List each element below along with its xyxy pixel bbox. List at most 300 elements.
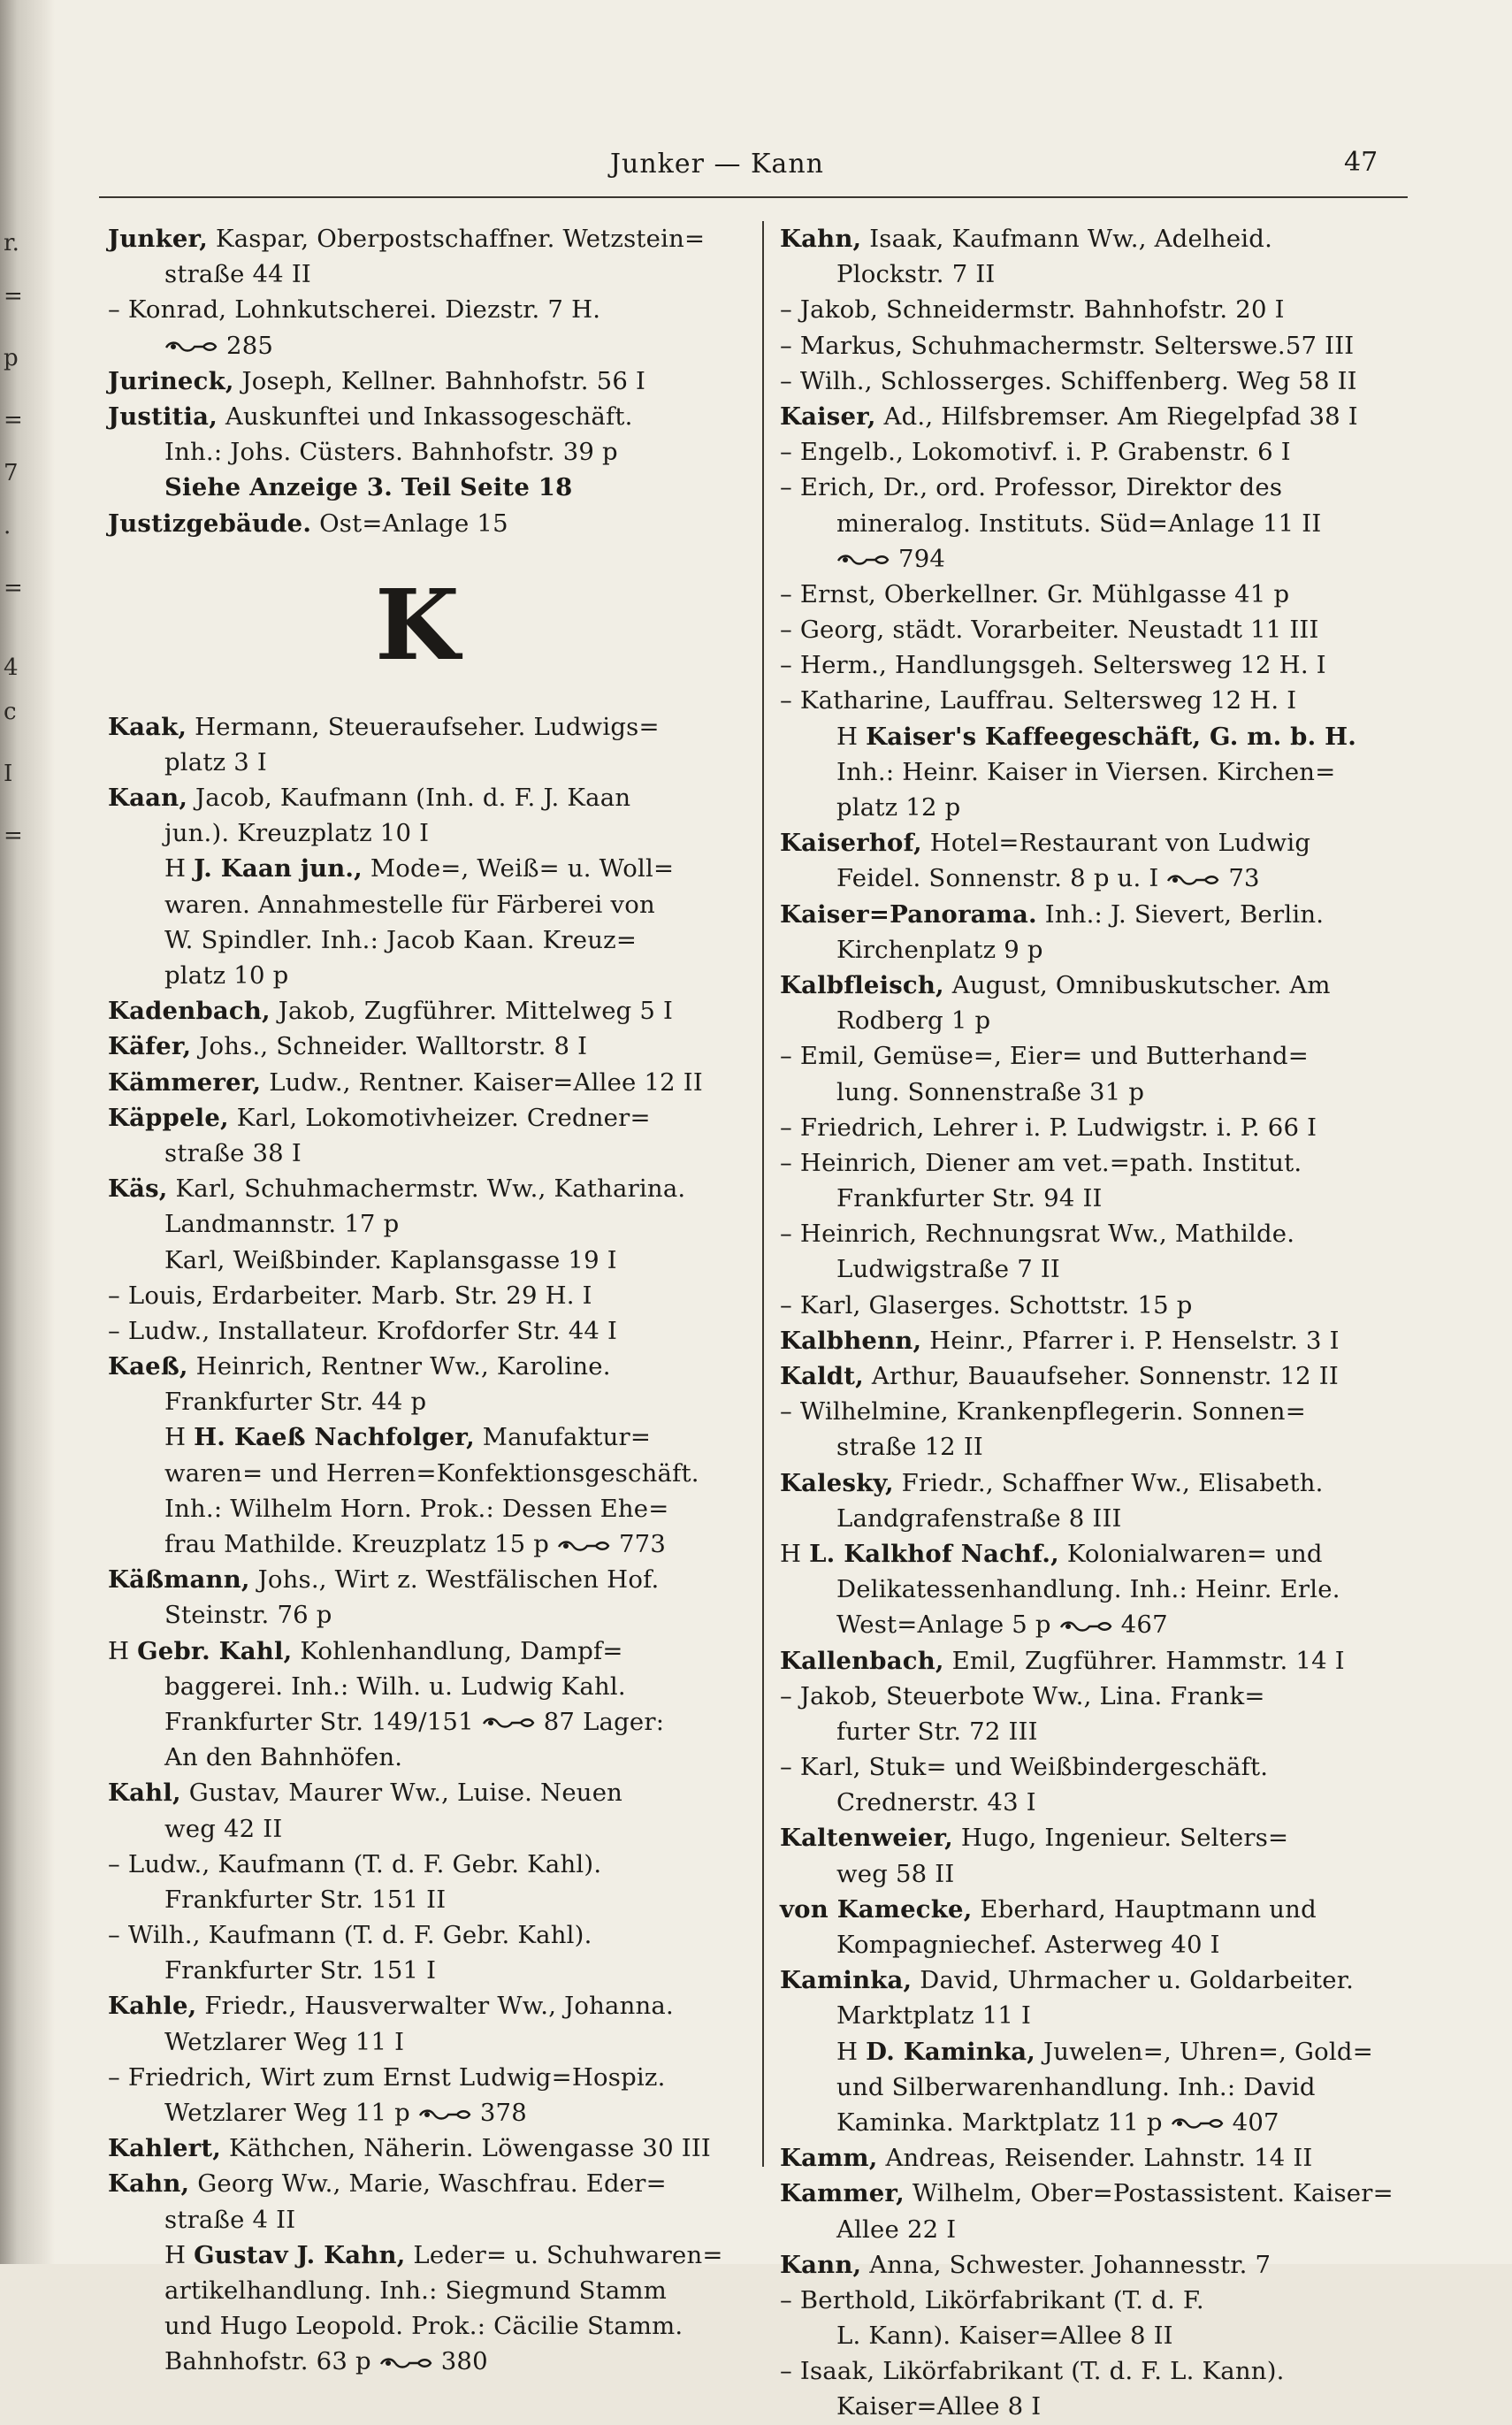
directory-entry [780, 968, 1401, 1003]
entry-text: – Konrad, Lohnkutscherei. Diezstr. 7 H. [108, 295, 601, 325]
entry-continuation [780, 790, 1401, 825]
margin-glyph: = [4, 822, 23, 849]
directory-entry [780, 1358, 1401, 1394]
entry-continuation [108, 922, 727, 958]
directory-subentry [780, 470, 1401, 505]
entry-text: Ad., Hilfsbremser. Am Riegelpfad 38 I [875, 402, 1358, 431]
entry-text: Eberhard, Hauptmann und [972, 1894, 1317, 1924]
entry-text: lung. Sonnenstraße 31 p [836, 1077, 1145, 1106]
entry-text: 467 [1120, 1610, 1168, 1640]
entry-continuation [780, 1856, 1401, 1892]
directory-entry [780, 1820, 1401, 1855]
entry-text: Karl, Schuhmachermstr. Ww., Katharina. [167, 1174, 686, 1204]
entry-continuation [108, 1206, 727, 1242]
entry-text: David, Uhrmacher u. Goldarbeiter. [912, 1966, 1355, 1995]
address-text: Kaminka. Marktplatz 11 p [836, 2108, 1171, 2137]
entry-text: Ludw., Rentner. Kaiser=Allee 12 II [261, 1067, 703, 1097]
entry-name: Kalesky, [780, 1468, 894, 1497]
directory-entry [108, 709, 727, 745]
entry-text: Gustav, Maurer Ww., Luise. Neuen [180, 1779, 623, 1808]
entry-text: – Karl, Glaserges. Schottstr. 15 p [780, 1290, 1193, 1320]
entry-text: straße 4 II [164, 2205, 296, 2234]
entry-continuation [108, 256, 727, 292]
entry-text: Isaak, Kaufmann Ww., Adelheid. [861, 225, 1273, 253]
directory-subentry [780, 1288, 1401, 1323]
telephone-icon [418, 2108, 471, 2122]
entry-text: – Friedrich, Wirt zum Ernst Ludwig=Hospiz. [108, 2062, 666, 2092]
entry-text: Delikatessenhandlung. Inh.: Heinr. Erle. [836, 1575, 1340, 1604]
directory-subentry [108, 1278, 727, 1313]
entry-continuation [108, 1882, 727, 1917]
entry-name: Gustav J. Kahn, [194, 2240, 406, 2269]
entry-continuation [108, 1597, 727, 1633]
directory-entry [780, 897, 1401, 932]
entry-text: Kirchenplatz 9 p [836, 935, 1043, 964]
entry-text: – Jakob, Schneidermstr. Bahnhofstr. 20 I [780, 295, 1285, 325]
entry-text: – Markus, Schuhmachermstr. Selterswe.57 III [780, 331, 1355, 360]
entry-name: Kahn, [108, 2169, 190, 2199]
directory-entry [780, 2176, 1401, 2211]
entry-text: Hermann, Steueraufseher. Ludwigs= [187, 712, 660, 741]
directory-entry [780, 1465, 1401, 1501]
entry-name: Junker, [108, 225, 209, 253]
entry-text: Plockstr. 7 II [836, 260, 996, 289]
entry-text: Kaiser=Allee 8 I [836, 2392, 1042, 2421]
entry-text: furter Str. 72 III [836, 1717, 1038, 1746]
entry-text: H [780, 1539, 810, 1568]
entry-name: Käppele, [108, 1103, 229, 1132]
entry-name: Kahlert, [108, 2134, 222, 2163]
entry-name: Justizgebäude. [108, 509, 312, 538]
entry-continuation [108, 2024, 727, 2060]
entry-continuation [108, 958, 727, 993]
entry-text: weg 42 II [164, 1814, 283, 1843]
entry-continuation [780, 1572, 1401, 1607]
page-header [0, 143, 1512, 196]
entry-continuation [780, 2212, 1401, 2247]
directory-subentry [108, 1847, 727, 1882]
directory-subentry [780, 1394, 1401, 1429]
margin-glyph: 4 [4, 654, 19, 681]
entry-name: Kahle, [108, 1992, 197, 2021]
directory-entry [108, 993, 727, 1029]
entry-text: – Wilh., Kaufmann (T. d. F. Gebr. Kahl). [108, 1921, 592, 1950]
entry-continuation [780, 2034, 1401, 2069]
telephone-icon [482, 1716, 535, 1730]
margin-glyph: I [4, 761, 13, 787]
entry-continuation [108, 2095, 727, 2130]
entry-continuation [108, 851, 727, 886]
entry-text: Landmannstr. 17 p [164, 1210, 400, 1239]
entry-continuation [780, 2105, 1401, 2140]
directory-entry [108, 1775, 727, 1810]
entry-text: 285 [226, 331, 274, 360]
entry-name: Käs, [108, 1174, 168, 1204]
entry-text: – Berthold, Likörfabrikant (T. d. F. [780, 2285, 1204, 2314]
directory-entry [108, 1988, 727, 2023]
entry-text: Heinr., Pfarrer i. P. Henselstr. 3 I [921, 1326, 1340, 1355]
directory-subentry [780, 577, 1401, 612]
address-text: Bahnhofstr. 63 p [164, 2347, 379, 2376]
entry-text: Frankfurter Str. 151 II [164, 1885, 447, 1914]
directory-subentry [780, 2283, 1401, 2318]
entry-text: Wetzlarer Weg 11 I [164, 2027, 405, 2056]
running-title: Junker — Kann [610, 149, 824, 180]
directory-entry [780, 1323, 1401, 1358]
directory-subentry [780, 1145, 1401, 1181]
entry-continuation [108, 1669, 727, 1704]
entry-text: Frankfurter Str. 151 I [164, 1956, 437, 1985]
entry-text: – Louis, Erdarbeiter. Marb. Str. 29 H. I [108, 1281, 592, 1310]
entry-text: – Wilhelmine, Krankenpflegerin. Sonnen= [780, 1397, 1306, 1427]
entry-text: – Katharine, Lauffrau. Seltersweg 12 H. I [780, 686, 1297, 715]
directory-subentry [108, 292, 727, 327]
entry-continuation [108, 2273, 727, 2308]
entry-continuation [780, 1429, 1401, 1465]
entry-continuation [108, 1526, 727, 1562]
directory-entry [108, 1171, 727, 1206]
entry-name: Kaeß, [108, 1352, 188, 1381]
entry-text: Allee 22 I [836, 2215, 957, 2244]
directory-entry [108, 1029, 727, 1064]
directory-subentry [780, 647, 1401, 683]
entry-continuation [108, 2238, 727, 2273]
entry-text: Frankfurter Str. 44 p [164, 1388, 427, 1417]
entry-text: Anna, Schwester. Johannesstr. 7 [861, 2250, 1271, 2279]
entry-continuation [780, 1607, 1401, 1642]
entry-name: Kahl, [108, 1779, 181, 1808]
margin-glyph: r. [4, 230, 19, 256]
entry-text: weg 58 II [836, 1859, 955, 1888]
entry-text: Inh.: Wilhelm Horn. Prok.: Dessen Ehe= [164, 1494, 669, 1523]
telephone-icon [164, 340, 218, 354]
entry-continuation [108, 2202, 727, 2238]
entry-text: – Friedrich, Lehrer i. P. Ludwigstr. i. P. 66 I [780, 1113, 1317, 1142]
entry-text: H [164, 2240, 195, 2269]
margin-glyph: = [4, 283, 23, 310]
entry-text: 773 [618, 1530, 667, 1558]
entry-continuation [780, 2318, 1401, 2353]
entry-continuation [780, 1927, 1401, 1962]
directory-subentry [780, 292, 1401, 327]
entry-continuation [108, 1136, 727, 1171]
entry-name: Kämmerer, [108, 1067, 262, 1097]
entry-text: – Emil, Gemüse=, Eier= und Butterhand= [780, 1042, 1310, 1071]
entry-name: Siehe Anzeige 3. Teil Seite 18 [164, 473, 573, 502]
entry-continuation [780, 1251, 1401, 1287]
entry-continuation [108, 1243, 727, 1278]
column-divider [762, 221, 764, 2167]
directory-entry [780, 1962, 1401, 1998]
entry-continuation [108, 1704, 727, 1740]
entry-name: Jurineck, [108, 366, 234, 395]
entry-continuation [108, 1419, 727, 1455]
entry-text: Inh.: Heinr. Kaiser in Viersen. Kirchen= [836, 757, 1336, 786]
entry-text: Inh.: J. Sievert, Berlin. [1036, 899, 1325, 929]
entry-text: Inh.: Johs. Cüsters. Bahnhofstr. 39 p [164, 438, 618, 467]
directory-subentry [780, 328, 1401, 363]
entry-text: Kolonialwaren= und [1058, 1539, 1323, 1568]
entry-continuation [108, 1953, 727, 1988]
entry-text: Kompagniechef. Asterweg 40 I [836, 1931, 1220, 1959]
entry-name: Gebr. Kahl, [137, 1636, 293, 1665]
directory-entry [780, 2247, 1401, 2283]
directory-subentry [780, 1110, 1401, 1145]
entry-continuation [108, 1740, 727, 1775]
entry-text: Leder= u. Schuhwaren= [405, 2240, 723, 2269]
section-letter [108, 541, 727, 709]
entry-text: Friedr., Hausverwalter Ww., Johanna. [196, 1992, 674, 2021]
directory-entry [108, 399, 727, 434]
directory-subentry [780, 1038, 1401, 1074]
entry-continuation [108, 1491, 727, 1526]
entry-continuation [780, 2389, 1401, 2424]
entry-text: Johs., Wirt z. Westfälischen Hof. [249, 1565, 660, 1595]
entry-text: – Ernst, Oberkellner. Gr. Mühlgasse 41 p [780, 579, 1290, 608]
entry-name: Kaiser=Panorama. [780, 899, 1037, 929]
address-text: Wetzlarer Weg 11 p [164, 2099, 418, 2127]
entry-text: baggerei. Inh.: Wilh. u. Ludwig Kahl. [164, 1671, 626, 1701]
directory-subentry [108, 2060, 727, 2095]
entry-name: Kaltenweier, [780, 1824, 953, 1853]
entry-name: Kaak, [108, 712, 187, 741]
entry-continuation [780, 719, 1401, 754]
entry-text: Arthur, Bauaufseher. Sonnenstr. 12 II [863, 1362, 1339, 1390]
entry-text: Manufaktur= [474, 1423, 652, 1452]
entry-continuation [780, 1003, 1401, 1038]
entry-continuation [780, 1075, 1401, 1110]
entry-text: – Heinrich, Diener am vet.=path. Institut. [780, 1148, 1302, 1177]
directory-subentry [780, 1216, 1401, 1251]
entry-text: 378 [479, 2099, 527, 2127]
entry-text: H [108, 1636, 138, 1665]
directory-subentry [108, 1917, 727, 1953]
entry-text: – Ludw., Installateur. Krofdorfer Str. 44 I [108, 1316, 618, 1345]
telephone-icon [1059, 1619, 1112, 1633]
entry-text: H [164, 1423, 195, 1452]
entry-continuation [108, 328, 727, 363]
entry-text: Marktplatz 11 I [836, 2001, 1032, 2031]
entry-text: Käthchen, Näherin. Löwengasse 30 III [221, 2134, 711, 2163]
entry-text: Jakob, Zugführer. Mittelweg 5 I [270, 997, 674, 1026]
header-rule [99, 196, 1408, 198]
entry-text: Frankfurter Str. 94 II [836, 1184, 1103, 1213]
entry-continuation [780, 506, 1401, 541]
entry-text: 794 [898, 544, 946, 573]
entry-text: – Jakob, Steuerbote Ww., Lina. Frank= [780, 1681, 1265, 1710]
entry-continuation [780, 754, 1401, 790]
directory-entry [780, 825, 1401, 861]
directory-subentry [780, 434, 1401, 470]
entry-name: Kaminka, [780, 1966, 913, 1995]
directory-entry [780, 1892, 1401, 1927]
entry-text: Hugo, Ingenieur. Selters= [952, 1824, 1289, 1853]
entry-text: An den Bahnhöfen. [164, 1743, 403, 1772]
entry-text: – Herm., Handlungsgeh. Seltersweg 12 H. I [780, 651, 1326, 680]
entry-text: Wilhelm, Ober=Postassistent. Kaiser= [904, 2179, 1394, 2208]
directory-subentry [780, 2353, 1401, 2389]
directory-subentry [780, 683, 1401, 718]
entry-name: Kaiserhof, [780, 829, 922, 858]
entry-name: Käßmann, [108, 1565, 250, 1595]
entry-text: Steinstr. 76 p [164, 1601, 332, 1630]
entry-text: platz 10 p [164, 961, 289, 990]
entry-text: straße 38 I [164, 1138, 302, 1167]
entry-text: Heinrich, Rentner Ww., Karoline. [187, 1352, 611, 1381]
entry-name: Kann, [780, 2250, 862, 2279]
entry-name: Kalbfleisch, [780, 970, 944, 999]
directory-entry [780, 2140, 1401, 2176]
entry-text: August, Omnibuskutscher. Am [943, 970, 1331, 999]
directory-entry [108, 506, 727, 541]
entry-text: straße 44 II [164, 260, 311, 289]
entry-text: Ost=Anlage 15 [311, 509, 508, 538]
entry-text: mineralog. Instituts. Süd=Anlage 11 II [836, 509, 1322, 538]
entry-name: Kaiser, [780, 402, 876, 431]
margin-glyph: . [4, 513, 11, 539]
entry-continuation [108, 2344, 727, 2379]
entry-text: Ludwigstraße 7 II [836, 1255, 1060, 1284]
entry-text: L. Kann). Kaiser=Allee 8 II [836, 2322, 1173, 2351]
entry-text: – Ludw., Kaufmann (T. d. F. Gebr. Kahl). [108, 1849, 602, 1878]
entry-continuation [108, 815, 727, 851]
telephone-icon [379, 2356, 432, 2370]
entry-continuation [108, 1384, 727, 1419]
margin-glyph: = [4, 575, 23, 601]
directory-entry [108, 2130, 727, 2166]
entry-text: waren. Annahmestelle für Färberei von [164, 890, 655, 919]
entry-text: Kaspar, Oberpostschaffner. Wetzstein= [208, 225, 706, 253]
entry-text: waren= und Herren=Konfektionsgeschäft. [164, 1458, 699, 1488]
address-text: frau Mathilde. Kreuzplatz 15 p [164, 1530, 557, 1558]
entry-name: Kaiser's Kaffeegeschäft, G. m. b. H. [866, 722, 1357, 751]
entry-text: Karl, Weißbinder. Kaplansgasse 19 I [164, 1245, 617, 1274]
directory-entry [108, 1349, 727, 1384]
entry-name: Kallenbach, [780, 1646, 944, 1675]
telephone-icon [1171, 2116, 1224, 2130]
entry-text: – Georg, städt. Vorarbeiter. Neustadt 11 III [780, 616, 1319, 645]
margin-glyph: p [4, 345, 19, 371]
entry-text: Jacob, Kaufmann (Inh. d. F. J. Kaan [187, 784, 631, 813]
left-column [108, 221, 727, 2380]
entry-text: W. Spindler. Inh.: Jacob Kaan. Kreuz= [164, 925, 638, 954]
entry-name: Justitia, [108, 402, 218, 431]
previous-page-edge [0, 0, 55, 2264]
entry-continuation [780, 2069, 1401, 2105]
entry-text: – Heinrich, Rechnungsrat Ww., Mathilde. [780, 1220, 1295, 1249]
entry-name: Kalbhenn, [780, 1326, 922, 1355]
entry-text: Mode=, Weiß= u. Woll= [362, 854, 675, 884]
entry-name: Kaldt, [780, 1362, 864, 1390]
directory-subentry [780, 612, 1401, 647]
entry-name: von Kamecke, [780, 1894, 973, 1924]
entry-text: Johs., Schneider. Walltorstr. 8 I [191, 1032, 588, 1061]
directory-entry [108, 1562, 727, 1597]
directory-entry [108, 363, 727, 399]
entry-text: Andreas, Reisender. Lahnstr. 14 II [877, 2144, 1313, 2173]
right-column [780, 221, 1401, 2425]
entry-text: platz 3 I [164, 747, 267, 776]
entry-continuation [780, 256, 1401, 292]
entry-name: D. Kaminka, [866, 2037, 1036, 2066]
entry-name: Kamm, [780, 2144, 878, 2173]
telephone-icon [836, 553, 890, 567]
directory-entry [108, 1065, 727, 1100]
directory-entry [108, 1633, 727, 1669]
address-text: Frankfurter Str. 149/151 [164, 1707, 482, 1736]
entry-continuation [108, 470, 727, 505]
entry-text: platz 12 p [836, 793, 961, 822]
entry-text: H [164, 854, 195, 884]
entry-name: Kadenbach, [108, 997, 271, 1026]
entry-continuation [780, 1998, 1401, 2033]
directory-subentry [780, 363, 1401, 399]
entry-text: 73 [1228, 864, 1260, 893]
entry-text: – Erich, Dr., ord. Professor, Direktor des [780, 473, 1283, 502]
directory-entry [108, 2166, 727, 2201]
entry-text: Emil, Zugführer. Hammstr. 14 I [943, 1646, 1345, 1675]
entry-text: Rodberg 1 p [836, 1006, 991, 1036]
address-text: West=Anlage 5 p [836, 1610, 1059, 1640]
entry-text: jun.). Kreuzplatz 10 I [164, 819, 430, 848]
entry-text: und Hugo Leopold. Prok.: Cäcilie Stamm. [164, 2312, 683, 2341]
page-number: 47 [1344, 147, 1378, 178]
entry-text: Landgrafenstraße 8 III [836, 1503, 1122, 1533]
entry-text: Hotel=Restaurant von Ludwig [921, 829, 1311, 858]
directory-subentry [108, 1313, 727, 1349]
entry-text: H [836, 722, 867, 751]
directory-entry [108, 780, 727, 815]
entry-continuation [780, 932, 1401, 968]
entry-continuation [108, 745, 727, 780]
entry-text: – Wilh., Schlosserges. Schiffenberg. Weg 58 II [780, 366, 1357, 395]
entry-text: H [836, 2037, 867, 2066]
entry-name: L. Kalkhof Nachf., [809, 1539, 1059, 1568]
entry-text: – Karl, Stuk= und Weißbindergeschäft. [780, 1753, 1269, 1782]
directory-entry [780, 1643, 1401, 1679]
entry-continuation [780, 861, 1401, 896]
entry-continuation [108, 434, 727, 470]
entry-continuation [108, 1456, 727, 1491]
entry-text: 407 [1232, 2108, 1279, 2137]
telephone-icon [557, 1539, 610, 1553]
entry-text: Joseph, Kellner. Bahnhofstr. 56 I [233, 366, 646, 395]
margin-glyph: 7 [4, 460, 19, 486]
directory-entry [780, 1536, 1401, 1572]
entry-text: 87 Lager: [543, 1707, 665, 1736]
entry-text: Friedr., Schaffner Ww., Elisabeth. [893, 1468, 1324, 1497]
directory-entry [108, 1100, 727, 1136]
entry-continuation [108, 887, 727, 922]
entry-name: J. Kaan jun., [194, 854, 363, 884]
entry-continuation [780, 1785, 1401, 1820]
entry-text: straße 12 II [836, 1433, 983, 1462]
entry-text: 380 [440, 2347, 488, 2376]
entry-continuation [108, 1811, 727, 1847]
entry-continuation [780, 1181, 1401, 1216]
entry-name: Kammer, [780, 2179, 905, 2208]
address-text: Feidel. Sonnenstr. 8 p u. I [836, 864, 1167, 893]
entry-text: Karl, Lokomotivheizer. Credner= [228, 1103, 651, 1132]
telephone-icon [1166, 873, 1219, 887]
entry-text: Auskunftei und Inkassogeschäft. [217, 402, 633, 431]
directory-subentry [780, 1679, 1401, 1714]
entry-name: Kahn, [780, 225, 862, 253]
entry-name: H. Kaeß Nachfolger, [194, 1423, 475, 1452]
directory-subentry [780, 1749, 1401, 1785]
entry-name: Kaan, [108, 784, 188, 813]
directory-entry [780, 221, 1401, 256]
